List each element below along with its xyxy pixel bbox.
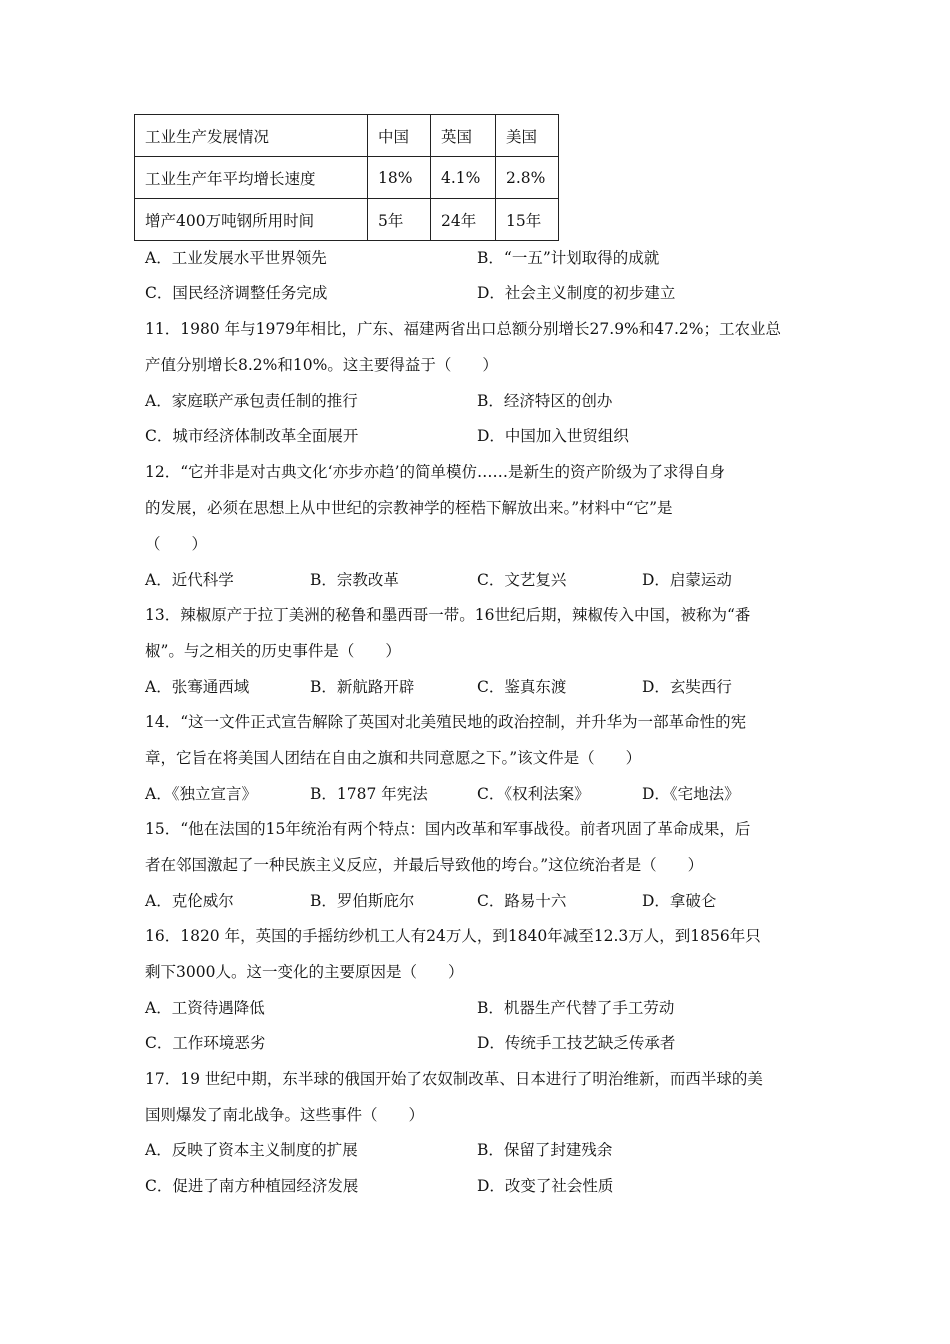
q17-option-b: B．保留了封建残余 xyxy=(477,1141,613,1159)
q10-option-b: B．“一五”计划取得的成就 xyxy=(477,249,660,267)
q14-option-c: C．《权利法案》 xyxy=(477,785,590,803)
table-cell: 24年 xyxy=(431,199,496,241)
q12-option-d: D．启蒙运动 xyxy=(642,571,732,589)
table-cell: 工业生产年平均增长速度 xyxy=(135,157,368,199)
table-cell: 英国 xyxy=(431,115,496,157)
table-cell: 美国 xyxy=(496,115,559,157)
q11-option-b: B．经济特区的创办 xyxy=(477,392,613,410)
q14-option-a: A．《独立宣言》 xyxy=(145,785,257,803)
q16-option-c: C．工作环境恶劣 xyxy=(145,1034,266,1052)
q13-stem-line-2: 椒”。与之相关的历史事件是（ ） xyxy=(145,642,401,660)
q12-option-b: B．宗教改革 xyxy=(310,571,399,589)
q11-option-c: C．城市经济体制改革全面展开 xyxy=(145,427,359,445)
table-row xyxy=(135,199,559,241)
q10-option-d: D．社会主义制度的初步建立 xyxy=(477,284,676,302)
q13-option-c: C．鉴真东渡 xyxy=(477,678,567,696)
q15-option-b: B．罗伯斯庇尔 xyxy=(310,892,415,910)
q11-option-a: A．家庭联产承包责任制的推行 xyxy=(145,392,358,410)
table-row xyxy=(135,157,559,199)
q17-stem-line-2: 国则爆发了南北战争。这些事件（ ） xyxy=(145,1106,425,1124)
q16-stem-line-1: 16．1820 年，英国的手摇纺纱机工人有24万人，到1840年减至12.3万人，到1856年只 xyxy=(145,927,761,945)
q13-option-b: B．新航路开辟 xyxy=(310,678,415,696)
table-cell: 4.1% xyxy=(431,157,496,199)
q17-stem-line-1: 17．19 世纪中期，东半球的俄国开始了农奴制改革、日本进行了明治维新，而西半球的美 xyxy=(145,1070,763,1088)
q12-stem-line-1: 12．“它并非是对古典文化‘亦步亦趋’的简单模仿……是新生的资产阶级为了求得自身 xyxy=(145,463,726,481)
table-header-row xyxy=(135,115,559,157)
q10-option-a: A．工业发展水平世界领先 xyxy=(145,249,327,267)
q12-stem-line-3: （ ） xyxy=(145,535,208,553)
q16-stem-line-2: 剩下3000人。这一变化的主要原因是（ ） xyxy=(145,963,464,981)
q11-stem-line-2: 产值分别增长8.2%和10%。这主要得益于（ ） xyxy=(145,356,498,374)
table-cell: 2.8% xyxy=(496,157,559,199)
q17-option-a: A．反映了资本主义制度的扩展 xyxy=(145,1141,358,1159)
q13-stem-line-1: 13．辣椒原产于拉丁美洲的秘鲁和墨西哥一带。16世纪后期，辣椒传入中国，被称为“番 xyxy=(145,606,751,624)
table-cell: 18% xyxy=(368,157,431,199)
q14-stem-line-1: 14．“这一文件正式宣告解除了英国对北美殖民地的政治控制，并升华为一部革命性的宪 xyxy=(145,713,747,731)
q12-stem-line-2: 的发展，必须在思想上从中世纪的宗教神学的桎梏下解放出来。”材料中“它”是 xyxy=(145,499,673,517)
q13-option-a: A．张骞通西域 xyxy=(145,678,250,696)
q11-option-d: D．中国加入世贸组织 xyxy=(477,427,629,445)
table-cell: 工业生产发展情况 xyxy=(135,115,368,157)
q15-option-c: C．路易十六 xyxy=(477,892,567,910)
table-cell: 增产400万吨钢所用时间 xyxy=(135,199,368,241)
q17-option-d: D．改变了社会性质 xyxy=(477,1177,614,1195)
q15-option-a: A．克伦威尔 xyxy=(145,892,234,910)
q12-option-a: A．近代科学 xyxy=(145,571,234,589)
q14-option-b: B．1787 年宪法 xyxy=(310,785,428,803)
q16-option-b: B．机器生产代替了手工劳动 xyxy=(477,999,675,1017)
q10-option-c: C．国民经济调整任务完成 xyxy=(145,284,328,302)
q15-stem-line-2: 者在邻国激起了一种民族主义反应，并最后导致他的垮台。”这位统治者是（ ） xyxy=(145,856,704,874)
q15-option-d: D．拿破仑 xyxy=(642,892,717,910)
industrial-comparison-table xyxy=(134,114,559,241)
q16-option-d: D．传统手工技艺缺乏传承者 xyxy=(477,1034,676,1052)
table-cell: 5年 xyxy=(368,199,431,241)
q14-option-d: D．《宅地法》 xyxy=(642,785,740,803)
q14-stem-line-2: 章，它旨在将美国人团结在自由之旗和共同意愿之下。”该文件是（ ） xyxy=(145,749,642,767)
q15-stem-line-1: 15．“他在法国的15年统治有两个特点：国内改革和军事战役。前者巩固了革命成果，后 xyxy=(145,820,751,838)
q13-option-d: D．玄奘西行 xyxy=(642,678,732,696)
q17-option-c: C．促进了南方种植园经济发展 xyxy=(145,1177,359,1195)
table-cell: 中国 xyxy=(368,115,431,157)
q12-option-c: C．文艺复兴 xyxy=(477,571,567,589)
q11-stem-line-1: 11．1980 年与1979年相比，广东、福建两省出口总额分别增长27.9%和47.2%；工农业总 xyxy=(145,320,782,338)
q16-option-a: A．工资待遇降低 xyxy=(145,999,265,1017)
table-cell: 15年 xyxy=(496,199,559,241)
